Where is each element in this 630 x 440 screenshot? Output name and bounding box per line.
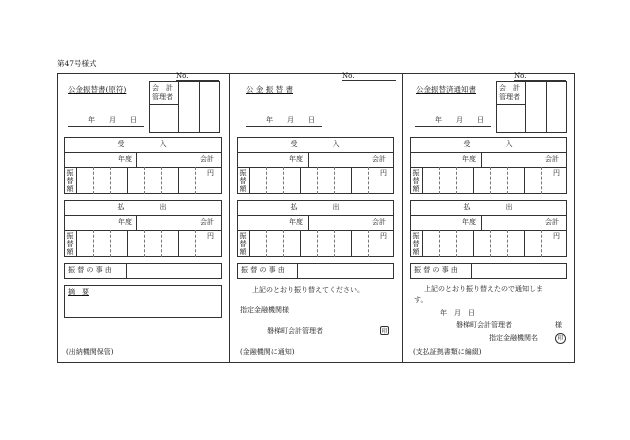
- date-label: 年 月 日: [266, 116, 315, 124]
- bank-name-label: 指定金融機関名: [489, 334, 538, 342]
- amount-label: 振替額: [66, 232, 74, 256]
- panel-divider: [229, 73, 230, 363]
- no-line: [342, 80, 396, 81]
- notice-text-cont: す。: [414, 296, 428, 304]
- amount-label: 振替額: [239, 169, 247, 193]
- date-line: [68, 126, 144, 127]
- date-label: 年 月 日: [440, 309, 475, 317]
- account-label: 会計: [200, 218, 214, 226]
- fiscal-year-label: 年度: [289, 155, 303, 163]
- reason-label: 振 替 の 事 由: [241, 266, 285, 274]
- panel-divider: [402, 73, 403, 363]
- yen-label: 円: [380, 232, 387, 240]
- addressee-label: 磐梯町会計管理者: [456, 321, 512, 329]
- no-label: No.: [342, 72, 355, 80]
- account-label: 会計: [545, 155, 559, 163]
- date-label: 年 月 日: [88, 116, 137, 124]
- yen-label: 円: [553, 169, 560, 177]
- no-label: No.: [176, 72, 189, 80]
- fiscal-year-label: 年度: [118, 155, 132, 163]
- panel-footer: (支払証拠書類に編綴): [413, 348, 482, 356]
- yen-label: 円: [380, 169, 387, 177]
- amount-label: 振替額: [239, 232, 247, 256]
- accountant-label: 会 計 管理者: [152, 84, 173, 101]
- seal-mark: 印: [555, 333, 566, 344]
- notice-text: 上記のとおり振り替えたので通知しま: [424, 285, 543, 293]
- notice-text: 上記のとおり振り替えてください。: [252, 286, 364, 294]
- amount-label: 振替額: [66, 169, 74, 193]
- payment-label: 払 出: [117, 203, 167, 211]
- receipt-label: 受 入: [290, 140, 340, 148]
- accountant-label: 会 計 管理者: [499, 84, 520, 101]
- payment-label: 払 出: [290, 203, 340, 211]
- amount-label: 振替額: [412, 169, 420, 193]
- account-label: 会計: [372, 155, 386, 163]
- fiscal-year-label: 年度: [118, 218, 132, 226]
- form-title: 公 金 振 替 書: [246, 85, 294, 94]
- seal-mark: 印: [381, 328, 388, 335]
- account-label: 会計: [372, 218, 386, 226]
- form-number: 第47号様式: [57, 59, 97, 68]
- fiscal-year-label: 年度: [462, 155, 476, 163]
- receipt-label: 受 入: [117, 140, 167, 148]
- reason-label: 振 替 の 事 由: [68, 266, 112, 274]
- summary-label: 摘 要: [68, 288, 89, 296]
- receipt-label: 受 入: [463, 140, 513, 148]
- yen-label: 円: [207, 169, 214, 177]
- yen-label: 円: [207, 232, 214, 240]
- form-title: 公金振替済通知書: [416, 85, 476, 94]
- panel-footer: (出納機関保管): [66, 348, 114, 356]
- amount-label: 振替額: [412, 232, 420, 256]
- reason-label: 振 替 の 事 由: [414, 266, 458, 274]
- fiscal-year-label: 年度: [289, 218, 303, 226]
- date-line: [415, 126, 491, 127]
- date-label: 年 月 日: [435, 116, 484, 124]
- panel-footer: (金融機関に通知): [240, 348, 295, 356]
- payment-label: 払 出: [463, 203, 513, 211]
- fiscal-year-label: 年度: [462, 218, 476, 226]
- yen-label: 円: [553, 232, 560, 240]
- form-title: 公金振替書(原符): [68, 85, 127, 94]
- no-label: No.: [514, 72, 527, 80]
- bank-label: 指定金融機関様: [240, 306, 289, 314]
- account-label: 会計: [200, 155, 214, 163]
- sama-label: 様: [555, 321, 562, 329]
- signer-label: 磐梯町会計管理者: [267, 327, 323, 335]
- account-label: 会計: [545, 218, 559, 226]
- date-line: [246, 126, 322, 127]
